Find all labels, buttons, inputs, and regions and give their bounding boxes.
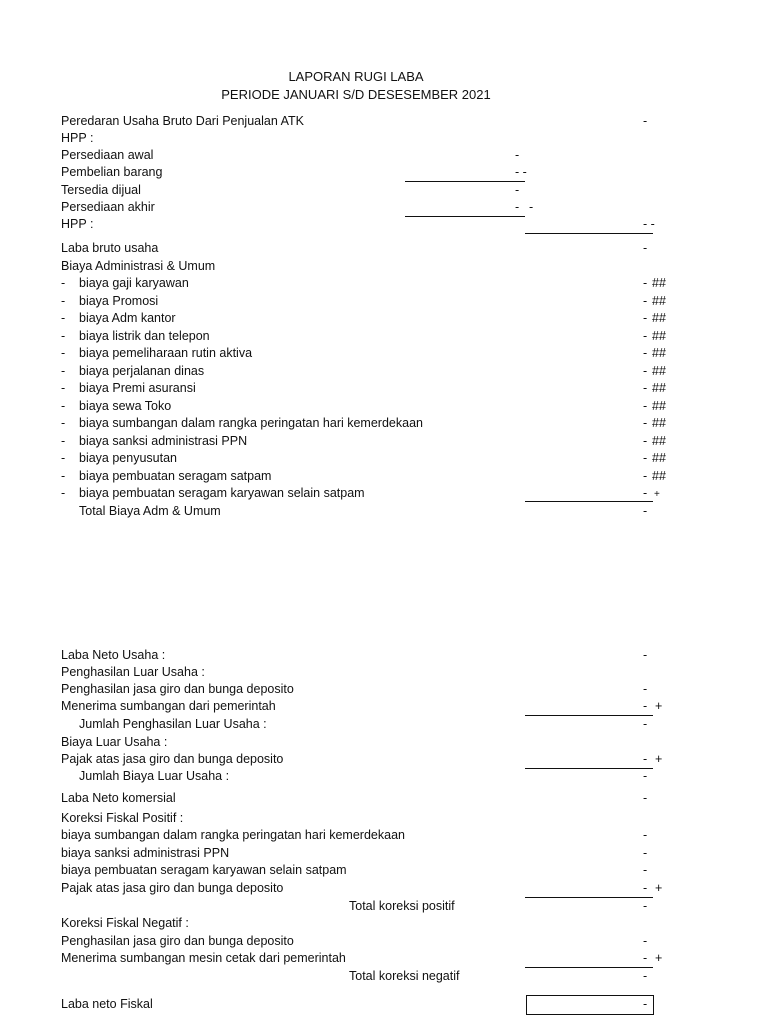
expense-overflow: ##	[652, 469, 666, 483]
label-biaya-luar-header: Biaya Luar Usaha :	[61, 735, 168, 749]
value-hpp-total: - -	[643, 217, 655, 231]
underline-biaya-luar	[525, 768, 653, 769]
item-bullet: -	[61, 486, 66, 500]
expense-value: -	[643, 364, 648, 378]
koreksi-positif-value: -	[643, 828, 648, 842]
label-persediaan-awal: Persediaan awal	[61, 148, 154, 162]
plus-sign: +	[655, 951, 663, 965]
expense-value: -	[643, 381, 648, 395]
label-laba-neto-komersial: Laba Neto komersial	[61, 791, 176, 805]
expense-value: -	[643, 276, 648, 290]
underline-pembelian	[405, 181, 525, 182]
item-bullet: -	[61, 381, 66, 395]
value-persediaan-akhir-extra: -	[529, 200, 534, 214]
value-jumlah-biaya-luar: -	[643, 769, 648, 783]
item-bullet: -	[61, 469, 66, 483]
report-period: PERIODE JANUARI S/D DESESEMBER 2021	[221, 87, 491, 102]
value-menerima-sumbangan: -	[643, 699, 648, 713]
label-koreksi-positif-header: Koreksi Fiskal Positif :	[61, 811, 184, 825]
label-laba-bruto: Laba bruto usaha	[61, 241, 159, 255]
value-total-koreksi-positif: -	[643, 899, 648, 913]
expense-value: -	[643, 486, 648, 500]
label-total-koreksi-negatif: Total koreksi negatif	[349, 969, 460, 983]
item-bullet: -	[61, 364, 66, 378]
value-persediaan-awal: -	[515, 148, 520, 162]
item-bullet: -	[61, 311, 66, 325]
expense-item-adm-kantor: biaya Adm kantor	[79, 311, 176, 325]
underline-penghasilan-luar	[525, 715, 653, 716]
item-bullet: -	[61, 346, 66, 360]
label-peredaran: Peredaran Usaha Bruto Dari Penjualan ATK	[61, 114, 304, 128]
koreksi-positif-item: biaya pembuatan seragam karyawan selain satpam	[61, 863, 347, 877]
underline-koreksi-negatif	[525, 967, 653, 968]
expense-value: -	[643, 469, 648, 483]
expense-item-promosi: biaya Promosi	[79, 294, 159, 308]
item-bullet: -	[61, 399, 66, 413]
label-total-biaya: Total Biaya Adm & Umum	[79, 504, 221, 518]
underline-expenses	[525, 501, 653, 502]
value-peredaran: -	[643, 114, 648, 128]
expense-overflow: ##	[652, 311, 666, 325]
plus-sign: +	[655, 881, 663, 895]
expense-value: -	[643, 416, 648, 430]
expense-overflow: ##	[652, 451, 666, 465]
value-tersedia: -	[515, 183, 520, 197]
plus-sign: +	[655, 699, 663, 713]
expense-value: -	[643, 399, 648, 413]
value-laba-bruto: -	[643, 241, 648, 255]
expense-item-seragam-satpam: biaya pembuatan seragam satpam	[79, 469, 272, 483]
koreksi-negatif-item: Penghasilan jasa giro dan bunga deposito	[61, 934, 294, 948]
expense-item-sumbangan: biaya sumbangan dalam rangka peringatan hari kemerdekaan	[79, 416, 423, 430]
value-pajak-jasa-giro: -	[643, 752, 648, 766]
expense-value: -	[643, 451, 648, 465]
label-pajak-jasa-giro: Pajak atas jasa giro dan bunga deposito	[61, 752, 284, 766]
koreksi-negatif-value: -	[643, 934, 648, 948]
item-bullet: -	[61, 434, 66, 448]
koreksi-positif-item: Pajak atas jasa giro dan bunga deposito	[61, 881, 284, 895]
label-persediaan-akhir: Persediaan akhir	[61, 200, 155, 214]
underline-koreksi-positif	[525, 897, 653, 898]
expense-overflow: ##	[652, 416, 666, 430]
koreksi-positif-value: -	[643, 881, 648, 895]
label-pembelian: Pembelian barang	[61, 165, 163, 179]
value-persediaan-akhir: -	[515, 200, 520, 214]
label-menerima-sumbangan: Menerima sumbangan dari pemerintah	[61, 699, 276, 713]
value-laba-neto-fiskal: -	[643, 997, 648, 1011]
expense-value: -	[643, 294, 648, 308]
expense-overflow: ##	[652, 399, 666, 413]
label-biaya-adm-header: Biaya Administrasi & Umum	[61, 259, 216, 273]
value-pembelian: - -	[515, 165, 527, 179]
expense-value: -	[643, 346, 648, 360]
koreksi-positif-item: biaya sanksi administrasi PPN	[61, 846, 230, 860]
value-total-koreksi-negatif: -	[643, 969, 648, 983]
expense-item-premi: biaya Premi asuransi	[79, 381, 196, 395]
koreksi-negatif-value: -	[643, 951, 648, 965]
expense-item-sewa: biaya sewa Toko	[79, 399, 172, 413]
label-hpp-header: HPP :	[61, 131, 94, 145]
koreksi-positif-item: biaya sumbangan dalam rangka peringatan hari kemerdekaan	[61, 828, 405, 842]
expense-value: -	[643, 329, 648, 343]
value-penghasilan-jasa-giro: -	[643, 682, 648, 696]
item-bullet: -	[61, 276, 66, 290]
item-bullet: -	[61, 294, 66, 308]
item-bullet: -	[61, 329, 66, 343]
expense-overflow: ##	[652, 346, 666, 360]
label-total-koreksi-positif: Total koreksi positif	[349, 899, 455, 913]
plus-sign: +	[654, 489, 660, 500]
value-laba-neto-komersial: -	[643, 791, 648, 805]
plus-sign: +	[655, 752, 663, 766]
value-jumlah-penghasilan-luar: -	[643, 717, 648, 731]
expense-overflow: ##	[652, 329, 666, 343]
expense-overflow: ##	[652, 434, 666, 448]
box-laba-neto-fiskal	[526, 995, 654, 1015]
expense-value: -	[643, 311, 648, 325]
expense-item-perjalanan: biaya perjalanan dinas	[79, 364, 205, 378]
label-jumlah-penghasilan-luar: Jumlah Penghasilan Luar Usaha :	[79, 717, 267, 731]
label-hpp-total: HPP :	[61, 217, 94, 231]
expense-item-seragam-karyawan: biaya pembuatan seragam karyawan selain satpam	[79, 486, 365, 500]
item-bullet: -	[61, 451, 66, 465]
koreksi-positif-value: -	[643, 863, 648, 877]
label-penghasilan-luar-header: Penghasilan Luar Usaha :	[61, 665, 205, 679]
value-laba-neto-usaha: -	[643, 648, 648, 662]
expense-item-penyusutan: biaya penyusutan	[79, 451, 177, 465]
underline-persediaan-akhir	[405, 216, 525, 217]
expense-item-gaji: biaya gaji karyawan	[79, 276, 189, 290]
label-penghasilan-jasa-giro: Penghasilan jasa giro dan bunga deposito	[61, 682, 294, 696]
expense-overflow: ##	[652, 364, 666, 378]
expense-overflow: ##	[652, 276, 666, 290]
expense-item-listrik: biaya listrik dan telepon	[79, 329, 210, 343]
underline-hpp-total	[525, 233, 653, 234]
label-laba-neto-fiskal: Laba neto Fiskal	[61, 997, 153, 1011]
label-jumlah-biaya-luar: Jumlah Biaya Luar Usaha :	[79, 769, 230, 783]
item-bullet: -	[61, 416, 66, 430]
expense-overflow: ##	[652, 381, 666, 395]
expense-item-sanksi: biaya sanksi administrasi PPN	[79, 434, 248, 448]
label-laba-neto-usaha: Laba Neto Usaha :	[61, 648, 166, 662]
label-koreksi-negatif-header: Koreksi Fiskal Negatif :	[61, 916, 189, 930]
report-title: LAPORAN RUGI LABA	[288, 69, 424, 84]
expense-overflow: ##	[652, 294, 666, 308]
koreksi-negatif-item: Menerima sumbangan mesin cetak dari pemerintah	[61, 951, 346, 965]
label-tersedia: Tersedia dijual	[61, 183, 141, 197]
expense-value: -	[643, 434, 648, 448]
expense-item-pemeliharaan: biaya pemeliharaan rutin aktiva	[79, 346, 253, 360]
koreksi-positif-value: -	[643, 846, 648, 860]
value-total-biaya: -	[643, 504, 648, 518]
